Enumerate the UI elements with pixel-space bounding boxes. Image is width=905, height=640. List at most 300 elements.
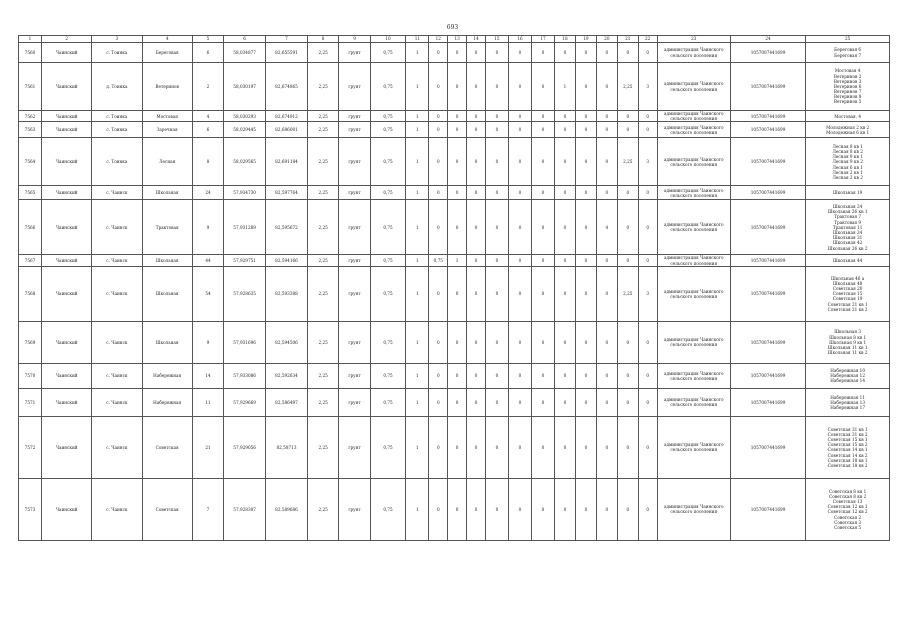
table-cell: грунт bbox=[339, 478, 370, 540]
table-cell: с. Чаинск bbox=[92, 255, 142, 266]
address-line: Набережная 10 bbox=[830, 368, 865, 374]
address-list-cell bbox=[806, 266, 890, 321]
table-cell: Школьная bbox=[142, 255, 192, 266]
address-line: Набережная 12 bbox=[830, 373, 865, 379]
table-cell: с. Чаинск bbox=[92, 266, 142, 321]
registry-table bbox=[18, 35, 890, 541]
table-cell: с. Тоинка bbox=[92, 138, 142, 186]
address-line: Трактовая 7 bbox=[834, 214, 862, 220]
table-cell: 0 bbox=[575, 388, 596, 416]
column-header: 23 bbox=[657, 36, 730, 43]
table-cell: 0 bbox=[555, 416, 576, 478]
table-cell: 57,929669 bbox=[224, 388, 266, 416]
table-cell: 7566 bbox=[19, 200, 42, 255]
table-cell: 0 bbox=[508, 63, 531, 111]
address-list-cell bbox=[806, 363, 890, 388]
table-cell: 0 bbox=[555, 138, 576, 186]
table-cell: 57,934730 bbox=[224, 186, 266, 200]
table-cell: 57,928307 bbox=[224, 478, 266, 540]
table-cell: 0 bbox=[531, 255, 554, 266]
table-cell: 0 bbox=[638, 255, 657, 266]
table-cell: 0 bbox=[531, 43, 554, 63]
table-cell: 0 bbox=[617, 363, 638, 388]
table-cell: 8 bbox=[192, 138, 223, 186]
table-cell: 0 bbox=[429, 111, 448, 122]
table-cell: 0 bbox=[467, 43, 486, 63]
table-cell: с. Чаинск bbox=[92, 388, 142, 416]
table-cell: Чаинский bbox=[42, 43, 92, 63]
table-cell: 82,592634 bbox=[266, 363, 308, 388]
table-cell: 0 bbox=[596, 255, 617, 266]
table-cell: 0,75 bbox=[370, 138, 406, 186]
table-cell: 0 bbox=[508, 186, 531, 200]
table-cell: Школьная bbox=[142, 266, 192, 321]
table-cell: 0,75 bbox=[370, 321, 406, 363]
table-cell: 0 bbox=[448, 63, 467, 111]
table-cell: 0 bbox=[531, 138, 554, 186]
table-cell: 0 bbox=[485, 111, 508, 122]
table-cell: 0 bbox=[575, 111, 596, 122]
table-cell: Заречная bbox=[142, 122, 192, 138]
table-row bbox=[19, 388, 890, 416]
table-cell: Чаинский bbox=[42, 416, 92, 478]
table-cell: грунт bbox=[339, 363, 370, 388]
table-cell: 82,686001 bbox=[266, 122, 308, 138]
table-cell: 0 bbox=[638, 363, 657, 388]
address-line: Советская 18 кв 1 bbox=[827, 457, 868, 463]
table-cell: 0 bbox=[508, 200, 531, 255]
table-cell: Мостовая bbox=[142, 111, 192, 122]
table-cell: Чаинский bbox=[42, 388, 92, 416]
address-line: Школьная 3 bbox=[834, 329, 862, 335]
table-cell: 0 bbox=[555, 255, 576, 266]
table-cell: 1057007441699 bbox=[730, 363, 805, 388]
address-line: Школьная 9 кв 1 bbox=[829, 339, 867, 345]
table-cell: 0 bbox=[575, 321, 596, 363]
address-line: Лесная 9 кв 1 bbox=[832, 154, 863, 160]
address-line: Советская 8 кв 1 bbox=[828, 488, 867, 494]
table-cell: грунт bbox=[339, 122, 370, 138]
table-cell: администрация Чаинского сельского поселения bbox=[657, 478, 730, 540]
table-cell: Чаинский bbox=[42, 266, 92, 321]
table-cell: 2,25 bbox=[307, 388, 338, 416]
table-cell: 1 bbox=[406, 186, 429, 200]
table-cell: с. Чаинск bbox=[92, 363, 142, 388]
table-row bbox=[19, 321, 890, 363]
table-cell: 0 bbox=[508, 478, 531, 540]
table-cell: 1057007441699 bbox=[730, 478, 805, 540]
address-line: Ветеринов 5 bbox=[833, 99, 862, 105]
table-cell: 0 bbox=[638, 321, 657, 363]
table-cell: 0 bbox=[555, 321, 576, 363]
table-cell: Школьная bbox=[142, 321, 192, 363]
table-cell: Набережная bbox=[142, 388, 192, 416]
table-cell: 0 bbox=[467, 200, 486, 255]
table-cell: 7567 bbox=[19, 255, 42, 266]
table-row bbox=[19, 266, 890, 321]
table-cell: 7562 bbox=[19, 111, 42, 122]
address-list-cell bbox=[806, 63, 890, 111]
column-header: 10 bbox=[370, 36, 406, 43]
table-cell: 0 bbox=[638, 478, 657, 540]
table-cell: 0 bbox=[485, 63, 508, 111]
table-cell: 1 bbox=[406, 478, 429, 540]
table-cell: 1057007441699 bbox=[730, 63, 805, 111]
table-cell: 2,25 bbox=[307, 363, 338, 388]
table-cell: грунт bbox=[339, 255, 370, 266]
table-cell: 0,75 bbox=[370, 478, 406, 540]
table-cell: 1057007441699 bbox=[730, 200, 805, 255]
table-row bbox=[19, 111, 890, 122]
table-cell: администрация Чаинского сельского поселения bbox=[657, 63, 730, 111]
table-cell: 1 bbox=[406, 200, 429, 255]
table-cell: с. Тоинка bbox=[92, 122, 142, 138]
table-cell: 82,655591 bbox=[266, 43, 308, 63]
column-header: 12 bbox=[429, 36, 448, 43]
table-cell: 0 bbox=[555, 363, 576, 388]
page-number: 693 bbox=[446, 24, 459, 31]
table-cell: 0 bbox=[555, 266, 576, 321]
table-cell: Советская bbox=[142, 416, 192, 478]
table-cell: 0,75 bbox=[370, 111, 406, 122]
table-cell: 1 bbox=[406, 266, 429, 321]
table-cell: грунт bbox=[339, 321, 370, 363]
table-cell: 0 bbox=[575, 363, 596, 388]
table-cell: 0 bbox=[531, 122, 554, 138]
address-line: Трактовая 9 bbox=[834, 219, 862, 225]
address-line: Лесная 8 кв 2 bbox=[832, 148, 863, 154]
table-cell: 82,58713 bbox=[266, 416, 308, 478]
table-cell: 57,931289 bbox=[224, 200, 266, 255]
address-line: Советская 15 bbox=[832, 291, 863, 297]
table-cell: 1 bbox=[406, 138, 429, 186]
address-line: Мостовая 4 bbox=[834, 68, 861, 74]
table-cell: 0 bbox=[448, 138, 467, 186]
table-cell: 0 bbox=[429, 186, 448, 200]
table-cell: 0 bbox=[575, 416, 596, 478]
table-cell: 7563 bbox=[19, 122, 42, 138]
table-cell: 1057007441699 bbox=[730, 416, 805, 478]
table-cell: 82,597764 bbox=[266, 186, 308, 200]
column-header: 9 bbox=[339, 36, 370, 43]
address-line: Советская 15 кв 1 bbox=[827, 436, 868, 442]
table-cell: 82,586497 bbox=[266, 388, 308, 416]
table-cell: Чаинский bbox=[42, 63, 92, 111]
address-line: Лесная 2 кв 1 bbox=[832, 169, 863, 175]
table-cell: 0 bbox=[485, 43, 508, 63]
table-cell: 9 bbox=[192, 321, 223, 363]
table-cell: Чаинский bbox=[42, 200, 92, 255]
table-cell: 57,931696 bbox=[224, 321, 266, 363]
table-cell: 7571 bbox=[19, 388, 42, 416]
table-cell: администрация Чаинского сельского поселения bbox=[657, 186, 730, 200]
table-cell: 1057007441699 bbox=[730, 111, 805, 122]
table-cell: 0 bbox=[508, 416, 531, 478]
table-cell: 57,929056 bbox=[224, 416, 266, 478]
table-cell: 0 bbox=[448, 111, 467, 122]
address-line: Молодежная 2 кв 2 bbox=[826, 124, 870, 130]
table-cell: 0 bbox=[429, 363, 448, 388]
table-cell: Ветеринов bbox=[142, 63, 192, 111]
table-cell: 0,75 bbox=[370, 63, 406, 111]
table-cell: 1 bbox=[406, 43, 429, 63]
table-cell: 0 bbox=[485, 416, 508, 478]
table-cell: Трактовая bbox=[142, 200, 192, 255]
table-cell: 0 bbox=[448, 43, 467, 63]
table-cell: 0 bbox=[508, 138, 531, 186]
address-line: Школьная 31 bbox=[832, 235, 863, 241]
table-cell: 2,25 bbox=[307, 478, 338, 540]
table-cell: 0 bbox=[555, 43, 576, 63]
table-cell: 1057007441699 bbox=[730, 138, 805, 186]
table-cell: 0 bbox=[429, 321, 448, 363]
column-header: 13 bbox=[448, 36, 467, 43]
address-line: Советская 3 bbox=[834, 519, 862, 525]
address-list-cell bbox=[806, 321, 890, 363]
table-cell: 7573 bbox=[19, 478, 42, 540]
table-cell: Советская bbox=[142, 478, 192, 540]
table-cell: 0 bbox=[531, 200, 554, 255]
address-line: Береговая 6 bbox=[834, 47, 862, 53]
table-cell: 0 bbox=[429, 63, 448, 111]
table-cell: 0 bbox=[429, 122, 448, 138]
table-cell: 0 bbox=[429, 138, 448, 186]
table-cell: 0 bbox=[596, 416, 617, 478]
address-line: Ветеринов 7 bbox=[833, 89, 862, 95]
column-header: 22 bbox=[638, 36, 657, 43]
address-line: Советская 2 bbox=[834, 514, 862, 520]
table-cell: 0 bbox=[467, 255, 486, 266]
table-cell: 0 bbox=[467, 122, 486, 138]
table-cell: 7561 bbox=[19, 63, 42, 111]
table-cell: 1057007441699 bbox=[730, 321, 805, 363]
table-cell: 82,595672 bbox=[266, 200, 308, 255]
table-cell: 0 bbox=[508, 43, 531, 63]
table-cell: 0 bbox=[485, 255, 508, 266]
table-cell: 0 bbox=[485, 122, 508, 138]
table-cell: 4 bbox=[192, 111, 223, 122]
table-cell: 1057007441699 bbox=[730, 255, 805, 266]
table-cell: 0 bbox=[531, 186, 554, 200]
table-cell: 0,75 bbox=[370, 416, 406, 478]
address-line: Советская 19 bbox=[832, 296, 863, 302]
table-cell: грунт bbox=[339, 138, 370, 186]
table-row bbox=[19, 43, 890, 63]
table-cell: 2,25 bbox=[617, 63, 638, 111]
table-cell: 1 bbox=[406, 363, 429, 388]
table-cell: Лесная bbox=[142, 138, 192, 186]
address-line: Трактовая 11 bbox=[832, 224, 863, 230]
table-cell: грунт bbox=[339, 111, 370, 122]
table-cell: грунт bbox=[339, 266, 370, 321]
table-cell: 7572 bbox=[19, 416, 42, 478]
table-cell: 0 bbox=[485, 363, 508, 388]
table-cell: 58,030293 bbox=[224, 111, 266, 122]
header-row bbox=[19, 36, 890, 43]
table-cell: 0 bbox=[575, 186, 596, 200]
table-cell: 0 bbox=[555, 478, 576, 540]
table-cell: 0 bbox=[485, 321, 508, 363]
address-line: Советская 20 bbox=[832, 286, 863, 292]
table-cell: 0 bbox=[448, 122, 467, 138]
table-cell: 82,674865 bbox=[266, 63, 308, 111]
column-header: 17 bbox=[531, 36, 554, 43]
table-cell: 1057007441699 bbox=[730, 266, 805, 321]
table-cell: 14 bbox=[192, 363, 223, 388]
table-cell: 0 bbox=[617, 388, 638, 416]
table-cell: 0 bbox=[617, 111, 638, 122]
table-body bbox=[19, 43, 890, 541]
table-cell: 0,75 bbox=[370, 363, 406, 388]
table-cell: 0 bbox=[508, 363, 531, 388]
table-header bbox=[19, 36, 890, 43]
column-header: 19 bbox=[575, 36, 596, 43]
table-cell: 2,25 bbox=[307, 200, 338, 255]
table-cell: 0 bbox=[467, 478, 486, 540]
address-line: Советская 5 bbox=[834, 524, 862, 530]
table-cell: 0 bbox=[531, 416, 554, 478]
table-cell: Чаинский bbox=[42, 321, 92, 363]
table-cell: 7 bbox=[192, 478, 223, 540]
table-cell: 2,25 bbox=[617, 138, 638, 186]
table-cell: Набережная bbox=[142, 363, 192, 388]
table-cell: 0 bbox=[555, 122, 576, 138]
table-cell: 0 bbox=[596, 363, 617, 388]
table-cell: 44 bbox=[192, 255, 223, 266]
table-cell: 1 bbox=[448, 255, 467, 266]
table-cell: 0 bbox=[617, 200, 638, 255]
table-cell: 0 bbox=[596, 321, 617, 363]
table-cell: 3 bbox=[638, 63, 657, 111]
table-cell: 1 bbox=[406, 321, 429, 363]
table-cell: 0 bbox=[429, 416, 448, 478]
address-line: Советская 14 кв 2 bbox=[827, 452, 868, 458]
table-cell: 57,928635 bbox=[224, 266, 266, 321]
table-cell: 0 bbox=[575, 255, 596, 266]
table-cell: 0 bbox=[575, 478, 596, 540]
table-cell: Береговая bbox=[142, 43, 192, 63]
table-cell: с. Чаинск bbox=[92, 416, 142, 478]
table-cell: 21 bbox=[192, 416, 223, 478]
table-cell: с. Чаинск bbox=[92, 200, 142, 255]
table-cell: 1 bbox=[406, 255, 429, 266]
table-row bbox=[19, 122, 890, 138]
table-cell: 0 bbox=[429, 266, 448, 321]
table-cell: 58,034877 bbox=[224, 43, 266, 63]
table-cell: 24 bbox=[192, 186, 223, 200]
table-cell: Чаинский bbox=[42, 478, 92, 540]
table-cell: 0 bbox=[596, 138, 617, 186]
address-line: Советская 8 кв 2 bbox=[828, 493, 867, 499]
table-cell: 0 bbox=[448, 388, 467, 416]
table-row bbox=[19, 63, 890, 111]
table-cell: д. Тоинка bbox=[92, 63, 142, 111]
table-cell: 0 bbox=[575, 200, 596, 255]
table-cell: 0 bbox=[575, 266, 596, 321]
table-cell: 0 bbox=[555, 388, 576, 416]
table-cell: грунт bbox=[339, 186, 370, 200]
table-cell: 0 bbox=[508, 111, 531, 122]
table-cell: 0 bbox=[638, 43, 657, 63]
table-cell: администрация Чаинского сельского поселения bbox=[657, 43, 730, 63]
table-cell: 6 bbox=[192, 43, 223, 63]
table-cell: 0 bbox=[429, 200, 448, 255]
table-cell: 0 bbox=[531, 266, 554, 321]
column-header: 20 bbox=[596, 36, 617, 43]
address-line: Школьная 42 bbox=[832, 240, 863, 246]
table-cell: 0 bbox=[467, 111, 486, 122]
table-cell: 0 bbox=[531, 321, 554, 363]
table-cell: 0 bbox=[485, 266, 508, 321]
table-row bbox=[19, 200, 890, 255]
table-cell: 1 bbox=[555, 63, 576, 111]
column-header: 18 bbox=[555, 36, 576, 43]
table-cell: 0 bbox=[596, 111, 617, 122]
address-line: Школьная 24 bbox=[832, 230, 863, 235]
column-header: 16 bbox=[508, 36, 531, 43]
address-line: Набережная 13 bbox=[830, 399, 865, 405]
address-list-cell bbox=[806, 138, 890, 186]
table-cell: Школьная bbox=[142, 186, 192, 200]
address-line: Береговая 7 bbox=[834, 52, 862, 58]
table-cell: 7569 bbox=[19, 321, 42, 363]
table-cell: 0,75 bbox=[370, 200, 406, 255]
table-cell: 2,25 bbox=[617, 266, 638, 321]
table-cell: 1 bbox=[406, 388, 429, 416]
table-cell: администрация Чаинского сельского поселения bbox=[657, 388, 730, 416]
table-cell: 82,594166 bbox=[266, 255, 308, 266]
table-cell: 0 bbox=[508, 321, 531, 363]
table-cell: с. Тоинка bbox=[92, 111, 142, 122]
table-cell: 0 bbox=[596, 63, 617, 111]
address-line: Школьная 19 bbox=[832, 190, 863, 196]
table-cell: 0 bbox=[448, 186, 467, 200]
table-cell: 1057007441699 bbox=[730, 388, 805, 416]
table-cell: 0,75 bbox=[370, 255, 406, 266]
column-header: 25 bbox=[806, 36, 890, 43]
table-cell: грунт bbox=[339, 63, 370, 111]
table-cell: 0 bbox=[617, 321, 638, 363]
address-line: Набережная 11 bbox=[830, 394, 865, 400]
table-cell: 0 bbox=[575, 122, 596, 138]
table-cell: грунт bbox=[339, 416, 370, 478]
table-cell: грунт bbox=[339, 43, 370, 63]
table-cell: 2,25 bbox=[307, 122, 338, 138]
address-line: Школьная 24 bbox=[832, 204, 863, 210]
table-cell: 0 bbox=[531, 63, 554, 111]
table-cell: 0 bbox=[638, 416, 657, 478]
address-line: Советская 15 кв 2 bbox=[827, 442, 868, 448]
address-line: Набережная 17 bbox=[830, 404, 865, 410]
column-header: 14 bbox=[467, 36, 486, 43]
address-line: Ветеринов 8 bbox=[833, 94, 862, 100]
address-line: Лесная 6 кв 1 bbox=[832, 164, 863, 170]
address-line: Молодежная 6 кв 1 bbox=[826, 129, 870, 135]
table-cell: 0 bbox=[617, 478, 638, 540]
column-header: 24 bbox=[730, 36, 805, 43]
table-cell: администрация Чаинского сельского поселения bbox=[657, 416, 730, 478]
table-cell: 0,75 bbox=[370, 122, 406, 138]
address-line: Лесная 9 кв 2 bbox=[832, 159, 863, 165]
table-cell: 0 bbox=[575, 63, 596, 111]
table-cell: 0 bbox=[638, 111, 657, 122]
table-row bbox=[19, 138, 890, 186]
table-cell: 0 bbox=[485, 200, 508, 255]
table-cell: 0 bbox=[575, 43, 596, 63]
column-header: 21 bbox=[617, 36, 638, 43]
table-cell: 0 bbox=[555, 200, 576, 255]
address-line: Советская 13 bbox=[832, 498, 863, 504]
